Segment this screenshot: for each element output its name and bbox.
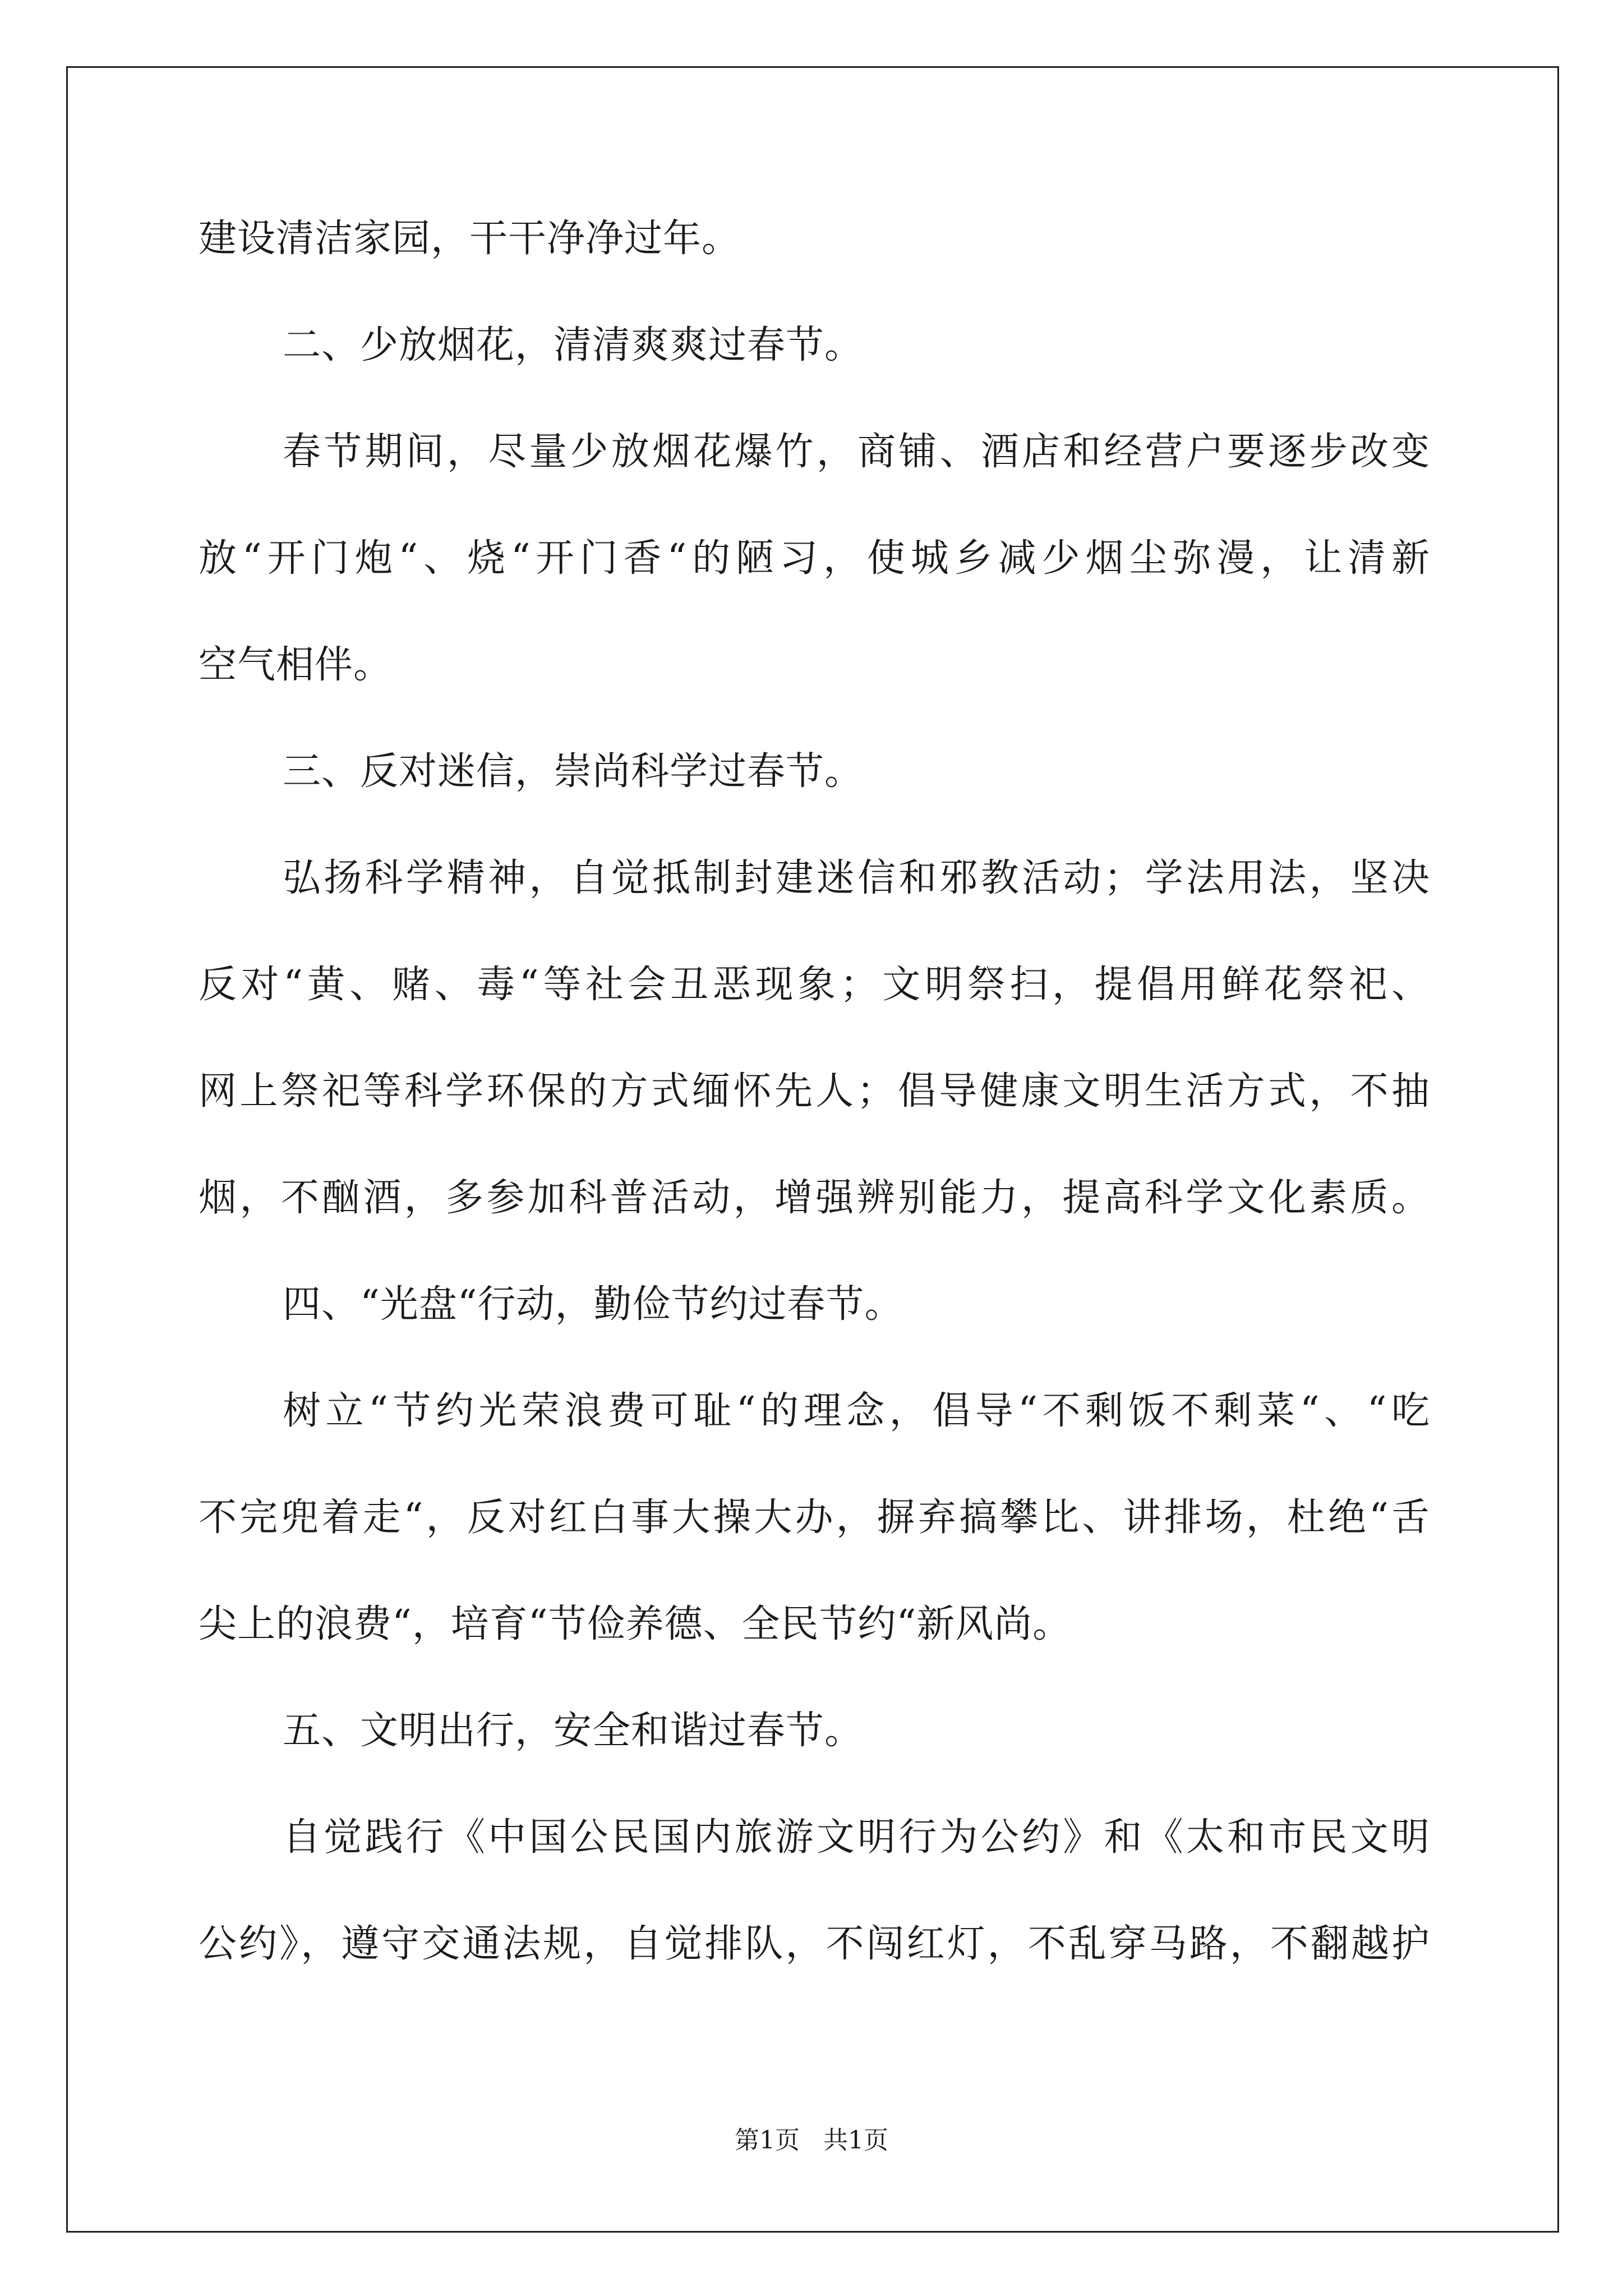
page-total: 共1页: [823, 2126, 888, 2155]
document-body: [199, 218, 1430, 2030]
section-heading: 二、少放烟花，清清爽爽过春节。: [283, 323, 864, 367]
text-line: 网上祭祀等科学环保的方式缅怀先人；倡导健康文明生活方式，不抽: [199, 1069, 1430, 1114]
text-line: 公约》，遵守交通法规，自觉排队，不闯红灯，不乱穿马路，不翻越护: [199, 1922, 1430, 1966]
text-line: 放“开门炮“、烧“开门香“的陋习，使城乡减少烟尘弥漫，让清新: [199, 536, 1430, 581]
page-number: 第1页: [735, 2126, 800, 2155]
text-line: 弘扬科学精神，自觉抵制封建迷信和邪教活动；学法用法，坚决: [283, 856, 1430, 900]
text-line: 自觉践行《中国公民国内旅游文明行为公约》和《太和市民文明: [283, 1815, 1430, 1860]
text-line: 烟，不酗酒，多参加科普活动，增强辨别能力，提高科学文化素质。: [199, 1176, 1430, 1220]
page-footer: [0, 2120, 1623, 2156]
text-line: 尖上的浪费“，培育“节俭养德、全民节约“新风尚。: [199, 1602, 1072, 1646]
text-line: 不完兜着走“，反对红白事大操大办，摒弃搞攀比、讲排场，杜绝“舌: [199, 1496, 1430, 1540]
section-heading: 四、“光盘“行动，勤俭节约过春节。: [283, 1282, 903, 1327]
section-heading: 三、反对迷信，崇尚科学过春节。: [283, 749, 864, 794]
text-line: 空气相伴。: [199, 643, 393, 687]
text-line: 反对“黄、赌、毒“等社会丑恶现象；文明祭扫，提倡用鲜花祭祀、: [199, 963, 1430, 1007]
text-line: 建设清洁家园，干干净净过年。: [199, 217, 741, 261]
text-line: 树立“节约光荣浪费可耻“的理念，倡导“不剩饭不剩菜“、“吃: [283, 1389, 1430, 1433]
text-line: 春节期间，尽量少放烟花爆竹，商铺、酒店和经营户要逐步改变: [283, 430, 1430, 474]
section-heading: 五、文明出行，安全和谐过春节。: [283, 1709, 864, 1753]
